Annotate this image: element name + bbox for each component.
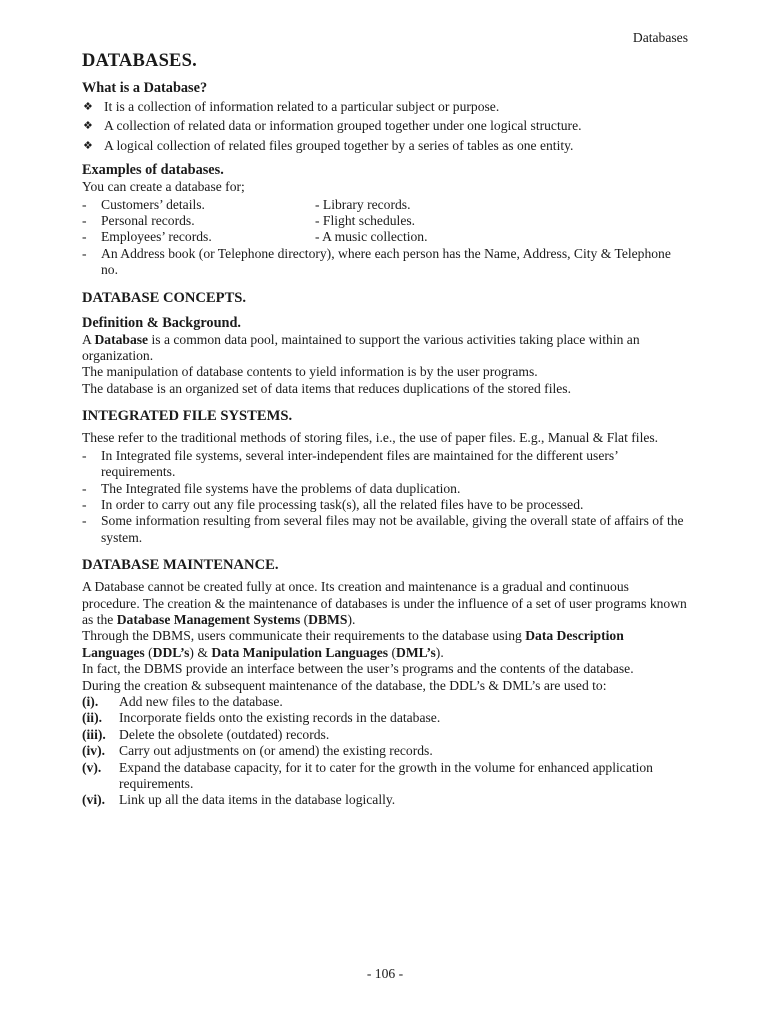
running-header: Databases	[632, 30, 688, 45]
document-page	[82, 0, 688, 1024]
dash-bullet: -	[82, 196, 87, 212]
step-text: Link up all the data items in the database logically.	[119, 792, 396, 808]
step-number: (vi).	[82, 792, 106, 808]
maintenance-step	[82, 760, 688, 793]
maintenance-paragraph-1: A Database cannot be created fully at once. Its creation and maintenance is a gradual and continuous procedure. The creation & the maintenance of databases is under the influence of a set of user programs known as the Database Management Systems (DBMS).	[82, 579, 687, 627]
examples-list	[82, 197, 688, 279]
integrated-item	[82, 497, 688, 513]
page-content	[82, 80, 688, 809]
concepts-paragraph-2: The manipulation of database contents to yield information is by the user programs.	[82, 364, 538, 380]
dash-bullet: -	[82, 447, 87, 463]
diamond-bullet-icon: ❖	[83, 120, 93, 133]
integrated-item	[82, 481, 688, 497]
concepts-paragraph-1: A Database is a common data pool, maintained to support the various activities taking place within an organization.	[82, 331, 640, 364]
dash-bullet: -	[82, 229, 87, 245]
dash-bullet: -	[82, 480, 87, 496]
integrated-item-text: In Integrated file systems, several inter-independent files are maintained for the different users’ requirements.	[101, 447, 618, 480]
examples-row	[82, 213, 688, 229]
definition-text: A collection of related data or information grouped together under one logical structure.	[104, 118, 582, 134]
example-right: - A music collection.	[315, 229, 428, 245]
maintenance-step	[82, 710, 688, 726]
maintenance-step	[82, 743, 688, 759]
definition-bullet-list	[82, 99, 688, 154]
dash-bullet: -	[82, 245, 87, 261]
step-text: Carry out adjustments on (or amend) the existing records.	[119, 743, 433, 759]
page-title: DATABASES.	[82, 51, 197, 71]
integrated-item-text: Some information resulting from several files may not be available, giving the overall state of affairs of the system.	[101, 513, 684, 545]
integrated-list	[82, 448, 688, 546]
definition-text: A logical collection of related files grouped together by a series of tables as one entity.	[104, 137, 574, 153]
integrated-item	[82, 448, 688, 481]
step-number: (iv).	[82, 743, 106, 759]
maintenance-step	[82, 694, 688, 710]
maintenance-paragraph-4: During the creation & subsequent maintenance of the database, the DDL’s & DML’s are used to:	[82, 677, 607, 693]
definition-bullet	[82, 118, 688, 134]
diamond-bullet-icon: ❖	[83, 101, 93, 113]
definition-bullet	[82, 99, 688, 115]
examples-heading: Examples of databases.	[82, 162, 224, 179]
dash-bullet: -	[82, 496, 87, 512]
page-number: - 106 -	[366, 966, 404, 981]
examples-row	[82, 246, 688, 279]
maintenance-steps-list	[82, 694, 688, 809]
diamond-bullet-icon: ❖	[83, 139, 93, 152]
step-number: (ii).	[82, 710, 103, 726]
integrated-heading: INTEGRATED FILE SYSTEMS.	[82, 408, 293, 425]
example-long-item: An Address book (or Telephone directory), where each person has the Name, Address, City & Telephone no.	[101, 245, 671, 278]
example-left: Customers’ details.	[101, 196, 205, 212]
step-text: Add new files to the database.	[119, 693, 283, 709]
definition-background-heading: Definition & Background.	[82, 314, 242, 331]
maintenance-heading: DATABASE MAINTENANCE.	[82, 557, 279, 574]
definition-text: It is a collection of information related to a particular subject or purpose.	[104, 99, 500, 114]
dash-bullet: -	[82, 513, 87, 529]
maintenance-paragraph-3: In fact, the DBMS provide an interface between the user’s programs and the contents of the database.	[82, 661, 634, 677]
concepts-paragraph-3: The database is an organized set of data items that reduces duplications of the stored files.	[82, 380, 571, 396]
example-right: - Library records.	[315, 196, 411, 212]
concepts-heading: DATABASE CONCEPTS.	[82, 289, 247, 306]
integrated-item-text: In order to carry out any file processing task(s), all the related files have to be processed.	[101, 496, 584, 512]
example-left: Employees’ records.	[101, 229, 212, 245]
maintenance-step	[82, 792, 688, 808]
what-is-heading: What is a Database?	[82, 80, 208, 96]
step-text: Incorporate fields onto the existing records in the database.	[119, 710, 441, 726]
step-text: Expand the database capacity, for it to cater for the growth in the volume for enhanced application requirements.	[119, 759, 653, 791]
definition-bullet	[82, 138, 688, 154]
maintenance-paragraph-2: Through the DBMS, users communicate their requirements to the database using Data Description Languages (DDL’s) & Data Manipulation Languages (DML’s).	[82, 628, 624, 660]
step-number: (v).	[82, 759, 102, 775]
dash-bullet: -	[82, 213, 87, 229]
integrated-item	[82, 513, 688, 546]
examples-intro: You can create a database for;	[82, 179, 245, 195]
step-number: (i).	[82, 693, 99, 709]
example-right: - Flight schedules.	[315, 213, 416, 229]
example-left: Personal records.	[101, 213, 195, 229]
examples-row	[82, 197, 688, 213]
integrated-item-text: The Integrated file systems have the problems of data duplication.	[101, 480, 461, 496]
examples-row	[82, 229, 688, 245]
step-text: Delete the obsolete (outdated) records.	[119, 726, 330, 742]
step-number: (iii).	[82, 726, 106, 742]
maintenance-step	[82, 727, 688, 743]
integrated-intro: These refer to the traditional methods of storing files, i.e., the use of paper files. E.g., Manual & Flat files.	[82, 430, 659, 446]
